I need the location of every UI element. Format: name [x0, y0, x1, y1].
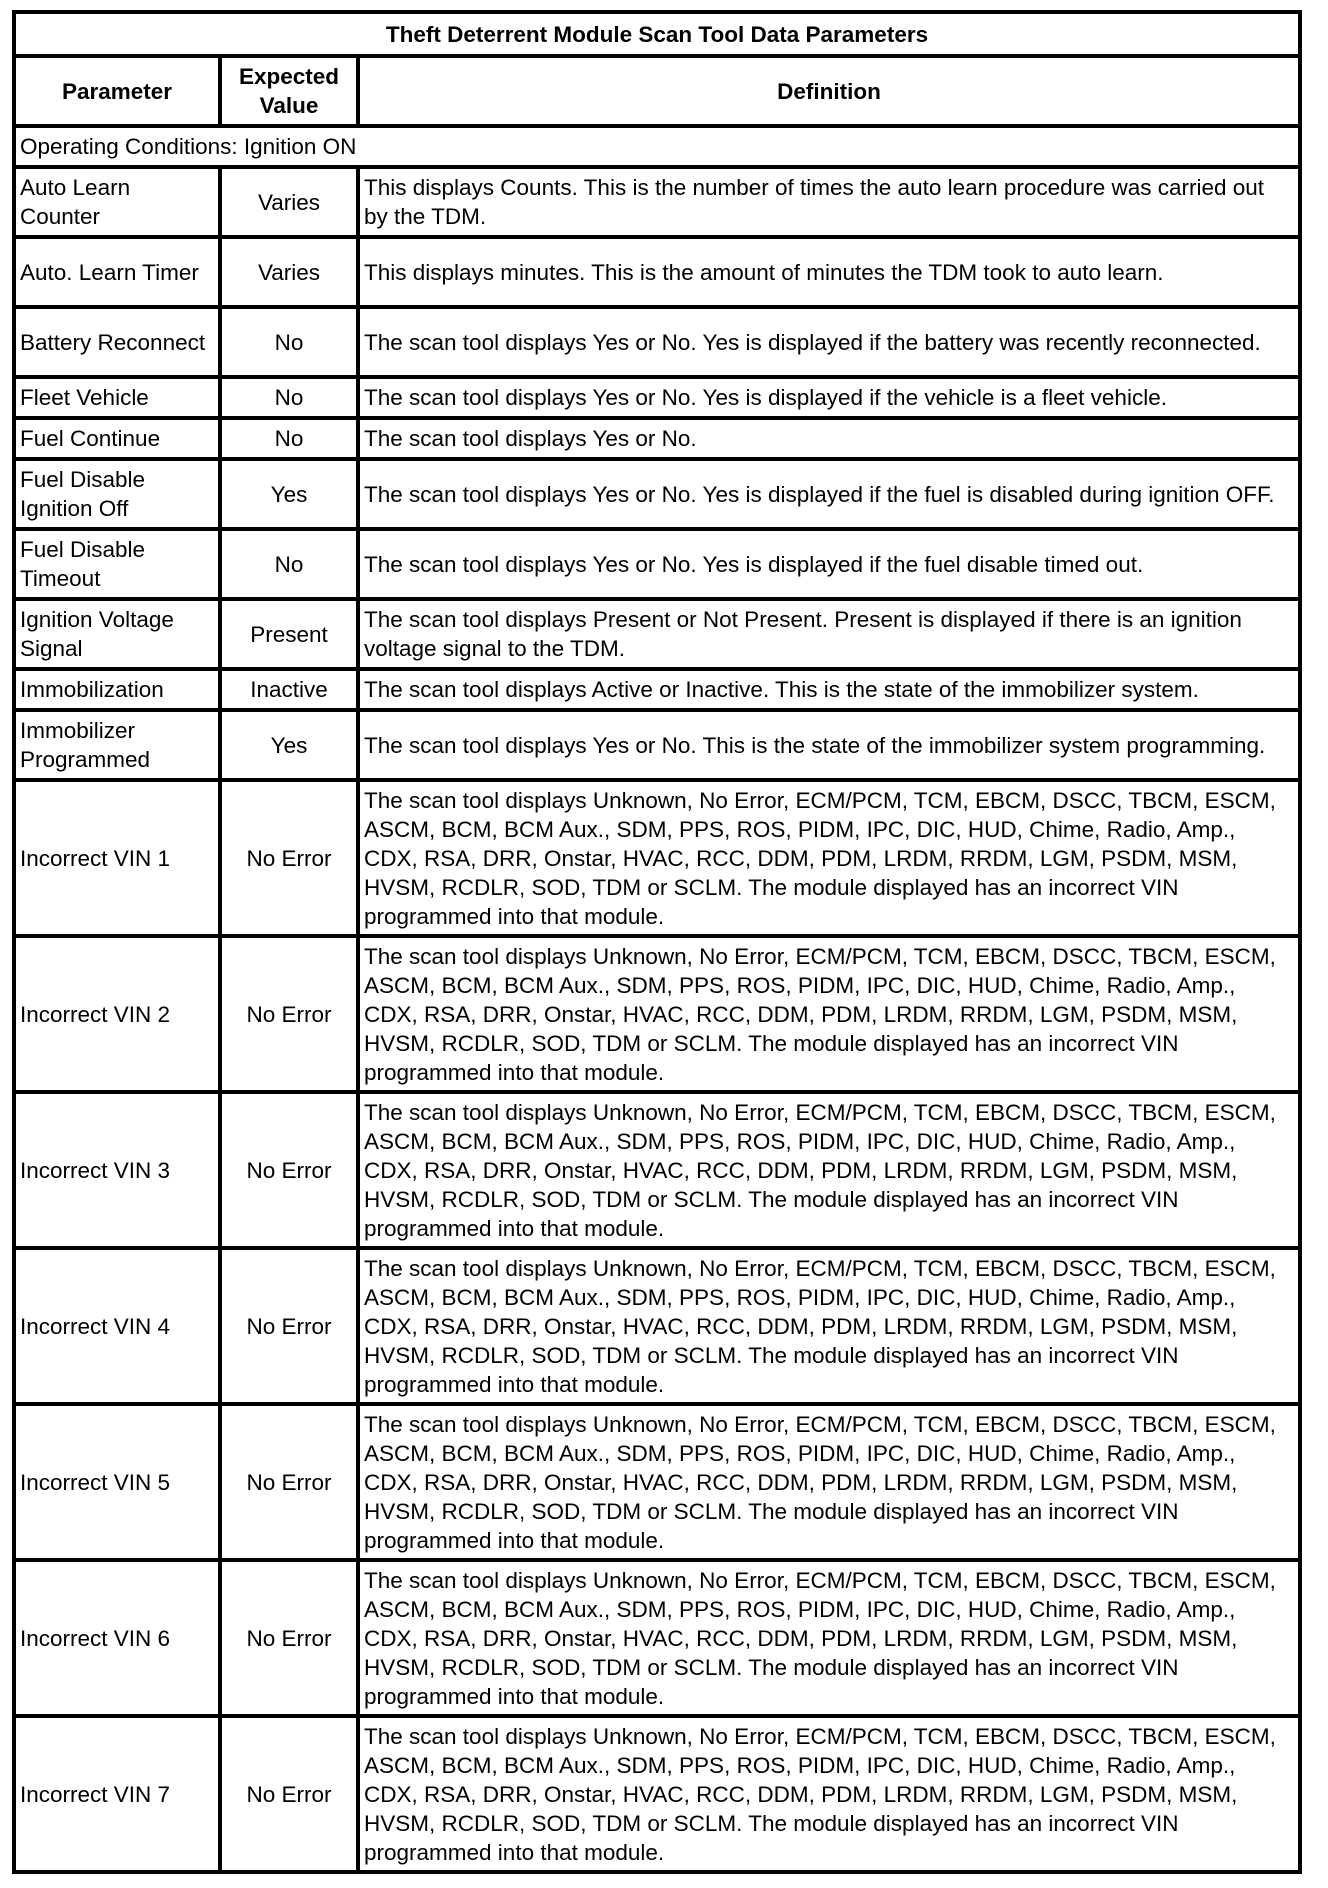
definition-cell: The scan tool displays Unknown, No Error, ECM/PCM, TCM, EBCM, DSCC, TBCM, ESCM, ASCM, BCM, BCM Aux., SDM, PPS, ROS, PIDM, IPC, DIC, HUD, Chime, Radio, Amp., CDX, RSA, DRR, Onstar, HVAC, RCC, DDM, PDM, LRDM, RRDM, LGM, PSDM, MSM, HVSM, RCDLR, SOD, TDM or SCLM. The module displayed has an incorrect VIN programmed into that module. [358, 1560, 1300, 1716]
table-title-row [14, 12, 1300, 56]
definition-cell: The scan tool displays Unknown, No Error, ECM/PCM, TCM, EBCM, DSCC, TBCM, ESCM, ASCM, BCM, BCM Aux., SDM, PPS, ROS, PIDM, IPC, DIC, HUD, Chime, Radio, Amp., CDX, RSA, DRR, Onstar, HVAC, RCC, DDM, PDM, LRDM, RRDM, LGM, PSDM, MSM, HVSM, RCDLR, SOD, TDM or SCLM. The module displayed has an incorrect VIN programmed into that module. [358, 936, 1300, 1092]
table-row [14, 459, 1300, 529]
definition-cell: This displays Counts. This is the number of times the auto learn procedure was carried out by the TDM. [358, 167, 1300, 237]
expected-value-cell: Yes [220, 710, 358, 780]
table-row [14, 1248, 1300, 1404]
table-row [14, 1560, 1300, 1716]
table-row [14, 710, 1300, 780]
definition-cell: The scan tool displays Unknown, No Error, ECM/PCM, TCM, EBCM, DSCC, TBCM, ESCM, ASCM, BCM, BCM Aux., SDM, PPS, ROS, PIDM, IPC, DIC, HUD, Chime, Radio, Amp., CDX, RSA, DRR, Onstar, HVAC, RCC, DDM, PDM, LRDM, RRDM, LGM, PSDM, MSM, HVSM, RCDLR, SOD, TDM or SCLM. The module displayed has an incorrect VIN programmed into that module. [358, 1248, 1300, 1404]
parameter-cell: Immobilizer Programmed [14, 710, 220, 780]
definition-cell: The scan tool displays Yes or No. Yes is displayed if the battery was recently reconnected. [358, 307, 1300, 377]
table-row [14, 237, 1300, 307]
header-expected-value: Expected Value [220, 56, 358, 126]
expected-value-cell: No Error [220, 1092, 358, 1248]
definition-cell: This displays minutes. This is the amount of minutes the TDM took to auto learn. [358, 237, 1300, 307]
expected-value-cell: Inactive [220, 669, 358, 710]
definition-cell: The scan tool displays Unknown, No Error, ECM/PCM, TCM, EBCM, DSCC, TBCM, ESCM, ASCM, BCM, BCM Aux., SDM, PPS, ROS, PIDM, IPC, DIC, HUD, Chime, Radio, Amp., CDX, RSA, DRR, Onstar, HVAC, RCC, DDM, PDM, LRDM, RRDM, LGM, PSDM, MSM, HVSM, RCDLR, SOD, TDM or SCLM. The module displayed has an incorrect VIN programmed into that module. [358, 1092, 1300, 1248]
expected-value-cell: Present [220, 599, 358, 669]
table-header-row [14, 56, 1300, 126]
parameter-cell: Incorrect VIN 3 [14, 1092, 220, 1248]
table-row [14, 780, 1300, 936]
expected-value-cell: No Error [220, 1404, 358, 1560]
definition-cell: The scan tool displays Unknown, No Error, ECM/PCM, TCM, EBCM, DSCC, TBCM, ESCM, ASCM, BCM, BCM Aux., SDM, PPS, ROS, PIDM, IPC, DIC, HUD, Chime, Radio, Amp., CDX, RSA, DRR, Onstar, HVAC, RCC, DDM, PDM, LRDM, RRDM, LGM, PSDM, MSM, HVSM, RCDLR, SOD, TDM or SCLM. The module displayed has an incorrect VIN programmed into that module. [358, 780, 1300, 936]
parameter-cell: Ignition Voltage Signal [14, 599, 220, 669]
expected-value-cell: No [220, 377, 358, 418]
table-row [14, 936, 1300, 1092]
parameter-cell: Incorrect VIN 4 [14, 1248, 220, 1404]
parameter-cell: Battery Reconnect [14, 307, 220, 377]
table-row [14, 377, 1300, 418]
expected-value-cell: No Error [220, 1560, 358, 1716]
operating-conditions: Operating Conditions: Ignition ON [14, 126, 1300, 167]
parameter-cell: Fuel Disable Timeout [14, 529, 220, 599]
expected-value-cell: No Error [220, 1716, 358, 1872]
parameter-cell: Incorrect VIN 7 [14, 1716, 220, 1872]
table-row [14, 1716, 1300, 1872]
definition-cell: The scan tool displays Active or Inactive. This is the state of the immobilizer system. [358, 669, 1300, 710]
table-row [14, 599, 1300, 669]
expected-value-cell: No Error [220, 780, 358, 936]
table-row [14, 167, 1300, 237]
header-parameter: Parameter [14, 56, 220, 126]
table-row [14, 418, 1300, 459]
expected-value-cell: No [220, 307, 358, 377]
parameter-cell: Fuel Disable Ignition Off [14, 459, 220, 529]
operating-conditions-row [14, 126, 1300, 167]
definition-cell: The scan tool displays Yes or No. This is the state of the immobilizer system programming. [358, 710, 1300, 780]
parameter-cell: Incorrect VIN 2 [14, 936, 220, 1092]
definition-cell: The scan tool displays Unknown, No Error, ECM/PCM, TCM, EBCM, DSCC, TBCM, ESCM, ASCM, BCM, BCM Aux., SDM, PPS, ROS, PIDM, IPC, DIC, HUD, Chime, Radio, Amp., CDX, RSA, DRR, Onstar, HVAC, RCC, DDM, PDM, LRDM, RRDM, LGM, PSDM, MSM, HVSM, RCDLR, SOD, TDM or SCLM. The module displayed has an incorrect VIN programmed into that module. [358, 1716, 1300, 1872]
definition-cell: The scan tool displays Present or Not Present. Present is displayed if there is an ignition voltage signal to the TDM. [358, 599, 1300, 669]
parameter-cell: Fleet Vehicle [14, 377, 220, 418]
parameter-cell: Incorrect VIN 5 [14, 1404, 220, 1560]
parameter-cell: Auto Learn Counter [14, 167, 220, 237]
expected-value-cell: No Error [220, 1248, 358, 1404]
table-row [14, 1092, 1300, 1248]
table-row [14, 669, 1300, 710]
definition-cell: The scan tool displays Yes or No. [358, 418, 1300, 459]
definition-cell: The scan tool displays Yes or No. Yes is displayed if the fuel is disabled during ignition OFF. [358, 459, 1300, 529]
definition-cell: The scan tool displays Unknown, No Error, ECM/PCM, TCM, EBCM, DSCC, TBCM, ESCM, ASCM, BCM, BCM Aux., SDM, PPS, ROS, PIDM, IPC, DIC, HUD, Chime, Radio, Amp., CDX, RSA, DRR, Onstar, HVAC, RCC, DDM, PDM, LRDM, RRDM, LGM, PSDM, MSM, HVSM, RCDLR, SOD, TDM or SCLM. The module displayed has an incorrect VIN programmed into that module. [358, 1404, 1300, 1560]
expected-value-cell: Yes [220, 459, 358, 529]
parameter-cell: Auto. Learn Timer [14, 237, 220, 307]
expected-value-cell: No [220, 529, 358, 599]
table-title: Theft Deterrent Module Scan Tool Data Parameters [14, 12, 1300, 56]
definition-cell: The scan tool displays Yes or No. Yes is displayed if the vehicle is a fleet vehicle. [358, 377, 1300, 418]
expected-value-cell: Varies [220, 167, 358, 237]
parameter-cell: Immobilization [14, 669, 220, 710]
definition-cell: The scan tool displays Yes or No. Yes is displayed if the fuel disable timed out. [358, 529, 1300, 599]
parameter-cell: Incorrect VIN 1 [14, 780, 220, 936]
expected-value-cell: Varies [220, 237, 358, 307]
scan-tool-data-table [12, 10, 1302, 1874]
parameter-cell: Incorrect VIN 6 [14, 1560, 220, 1716]
table-row [14, 307, 1300, 377]
expected-value-cell: No Error [220, 936, 358, 1092]
table-row [14, 529, 1300, 599]
expected-value-cell: No [220, 418, 358, 459]
table-row [14, 1404, 1300, 1560]
header-definition: Definition [358, 56, 1300, 126]
parameter-cell: Fuel Continue [14, 418, 220, 459]
